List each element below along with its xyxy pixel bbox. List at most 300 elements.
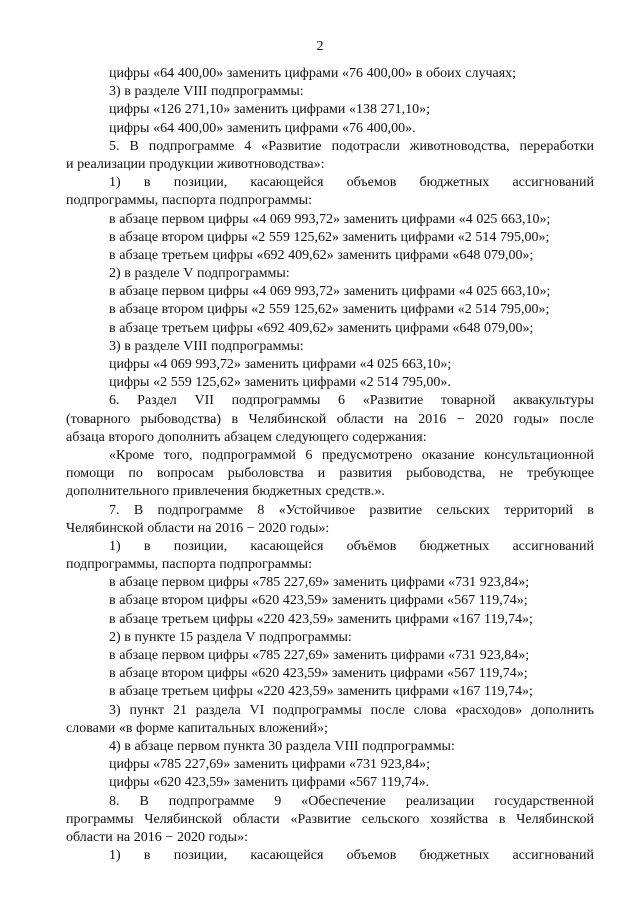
- word: того,: [163, 447, 193, 463]
- word: 993,72»: [294, 211, 340, 227]
- word: продукции: [149, 156, 214, 172]
- word: «138: [349, 102, 378, 118]
- word: касающейся: [250, 538, 324, 554]
- word: 9: [274, 793, 282, 809]
- word: третьем: [161, 320, 209, 336]
- word: подпрограммы: [231, 393, 321, 409]
- word: «785: [252, 648, 281, 663]
- word: словами: [66, 720, 116, 736]
- word: 125,62»: [293, 302, 339, 318]
- word: в: [143, 538, 151, 554]
- word: V: [183, 266, 194, 282]
- word: 271,10»: [184, 102, 231, 118]
- word: в: [109, 229, 116, 245]
- word: первом: [161, 211, 205, 227]
- word: цифры: [212, 247, 253, 263]
- text-line: [66, 702, 594, 720]
- word: 069: [170, 357, 192, 372]
- word: 119,74».: [380, 775, 430, 791]
- word: 119,74»;: [484, 684, 533, 700]
- word: −: [456, 411, 465, 427]
- word: 6.: [109, 393, 120, 409]
- word: 795,00»;: [500, 302, 550, 318]
- word: заменить: [337, 320, 392, 336]
- word: 923,84»;: [479, 575, 530, 591]
- word: Челябинской: [144, 811, 223, 827]
- word: «785: [153, 757, 182, 773]
- word: 227,69»: [283, 648, 330, 663]
- word: в: [231, 411, 239, 427]
- word: 409,62»: [288, 320, 334, 336]
- word: в: [124, 266, 131, 282]
- text-line: [66, 101, 594, 119]
- text-line: [66, 483, 594, 501]
- word: «Развитие: [290, 811, 351, 827]
- word: 400,00»: [177, 120, 224, 136]
- word: цифры: [208, 648, 249, 663]
- text-line: [66, 811, 594, 829]
- word: в: [109, 211, 116, 227]
- word: бюджетных: [419, 175, 490, 191]
- word: в: [124, 338, 131, 354]
- word: переработки: [519, 138, 594, 154]
- word: «731: [349, 757, 378, 773]
- word: «Развитие: [261, 138, 322, 154]
- word: 663,10»;: [501, 284, 551, 300]
- word: случаях;: [465, 66, 517, 81]
- word: В: [139, 793, 149, 809]
- word: «4: [153, 357, 168, 372]
- word: бюджетных: [252, 484, 322, 500]
- word: 227,69»: [283, 575, 330, 591]
- word: абзаце: [134, 738, 174, 754]
- word: пункт: [129, 702, 165, 718]
- word: позиции,: [173, 175, 228, 191]
- word: подпрограммы,: [66, 193, 159, 209]
- word: слова: [413, 702, 447, 718]
- word: абзаце: [119, 611, 159, 627]
- word: 069: [269, 284, 291, 300]
- word: раздела: [285, 738, 331, 754]
- word: 025: [476, 211, 498, 227]
- word: в: [498, 811, 506, 827]
- word: не: [499, 466, 514, 482]
- word: в: [587, 502, 594, 518]
- word: области: [66, 829, 113, 845]
- text-line: [66, 265, 594, 283]
- word: пункте: [134, 629, 176, 645]
- text-line: [66, 192, 594, 210]
- word: V: [245, 629, 256, 645]
- word: цифры: [109, 775, 150, 791]
- word: VII: [194, 393, 214, 409]
- word: обоих: [426, 66, 462, 81]
- word: заменить: [233, 102, 289, 118]
- word: «731: [448, 648, 477, 663]
- word: в: [109, 684, 116, 700]
- word: заменить: [337, 611, 392, 627]
- word: цифры: [212, 320, 253, 336]
- word: вопросам: [156, 466, 214, 482]
- word: абзаце: [119, 593, 159, 609]
- word: цифры: [109, 757, 150, 773]
- word: в: [415, 66, 423, 81]
- word: 559: [170, 375, 192, 391]
- word: «2: [251, 302, 266, 318]
- word: 2016: [418, 411, 447, 427]
- word: 993,72»: [195, 357, 241, 372]
- word: ассигнований: [512, 848, 594, 864]
- text-line: [66, 829, 594, 847]
- word: подпрограмме: [168, 793, 255, 809]
- word: цифрами: [291, 757, 346, 773]
- word: абзаце: [119, 320, 159, 336]
- word: пункта: [223, 738, 265, 754]
- word: в: [109, 284, 116, 300]
- word: территорий: [504, 502, 573, 518]
- word: цифры: [208, 575, 249, 591]
- text-line: [66, 520, 594, 538]
- word: объёмов: [346, 538, 397, 554]
- word: ассигнований: [512, 175, 594, 191]
- word: рыболовства: [227, 466, 304, 482]
- text-line: [66, 447, 594, 465]
- word: третьем: [161, 611, 209, 627]
- word: годы»: [513, 411, 550, 427]
- word: «64: [153, 66, 175, 81]
- word: дополнить: [157, 429, 221, 445]
- word: на: [394, 411, 408, 427]
- word: подпрограммы:: [196, 266, 290, 282]
- word: подпрограммы:: [210, 338, 304, 354]
- text-line: [66, 793, 594, 811]
- word: 663,10»;: [501, 211, 551, 227]
- text-line: [66, 847, 594, 865]
- word: В: [129, 138, 139, 154]
- word: 21: [172, 702, 187, 718]
- word: подпрограмме: [157, 502, 244, 518]
- word: цифры: [212, 684, 253, 700]
- word: паспорта: [161, 557, 216, 573]
- word: абзаце: [119, 575, 159, 591]
- word: абзацем: [224, 429, 272, 445]
- text-line: [66, 301, 594, 319]
- word: в: [143, 175, 151, 191]
- word: подпрограммы:: [219, 193, 312, 209]
- word: третьем: [161, 684, 209, 700]
- word: VIII: [183, 84, 208, 100]
- word: «620: [251, 593, 280, 609]
- word: на: [197, 520, 212, 536]
- word: вложений»;: [258, 720, 328, 736]
- word: капитальных: [177, 720, 256, 736]
- word: абзаце: [119, 684, 159, 700]
- word: рыбоводства): [140, 411, 222, 427]
- word: сельских: [436, 502, 490, 518]
- word: заменить: [244, 375, 299, 391]
- word: цифры: [212, 611, 253, 627]
- text-line: [66, 247, 594, 265]
- word: средств.».: [325, 484, 385, 500]
- text-line: [66, 665, 594, 683]
- word: 125,62»: [293, 229, 339, 245]
- word: подотрасли: [331, 138, 400, 154]
- word: разделе: [134, 266, 180, 282]
- word: цифрами: [291, 775, 346, 791]
- word: «2: [457, 302, 472, 318]
- word: «4: [359, 357, 374, 372]
- word: касающейся: [250, 175, 324, 191]
- word: Челябинской: [66, 520, 144, 536]
- word: «648: [452, 320, 481, 336]
- word: заменить: [332, 648, 388, 663]
- word: цифрами: [390, 648, 445, 663]
- word: в: [109, 593, 116, 609]
- word: VIII: [334, 738, 359, 754]
- word: цифры: [208, 284, 249, 300]
- word: в: [124, 84, 131, 100]
- word: VIII: [183, 338, 208, 354]
- word: «126: [153, 102, 182, 118]
- word: цифрами: [284, 120, 339, 136]
- word: «220: [256, 611, 285, 627]
- word: разделе: [134, 338, 180, 354]
- word: цифрами: [302, 357, 357, 372]
- word: животноводства,: [409, 138, 510, 154]
- word: 3): [109, 84, 121, 100]
- word: 6: [338, 393, 346, 409]
- word: заменить: [233, 775, 289, 791]
- word: предусмотрено: [321, 447, 413, 463]
- word: 2020: [258, 520, 287, 536]
- word: «731: [448, 575, 477, 591]
- word: 2): [109, 629, 121, 645]
- word: 3): [109, 338, 121, 354]
- word: в: [124, 738, 131, 754]
- word: «620: [251, 666, 280, 682]
- word: 271,10»;: [380, 102, 431, 118]
- word: цифрами: [291, 102, 346, 118]
- word: «167: [452, 684, 481, 700]
- word: цифрами: [302, 375, 357, 391]
- word: аквакультуры: [513, 393, 594, 409]
- word: цифрами: [284, 66, 339, 81]
- word: «567: [349, 775, 378, 791]
- word: заменить: [244, 357, 299, 372]
- word: годы»:: [289, 520, 330, 536]
- word: подпрограммы:: [210, 84, 304, 100]
- word: в: [109, 302, 116, 318]
- word: помощи: [66, 466, 115, 482]
- word: в: [109, 247, 116, 263]
- word: 409,62»: [288, 247, 334, 263]
- word: цифрами: [400, 302, 455, 318]
- text-line: [66, 156, 594, 174]
- word: после: [559, 411, 594, 427]
- word: заменить: [233, 757, 289, 773]
- word: «4: [252, 211, 267, 227]
- word: «692: [256, 320, 285, 336]
- text-line: [66, 138, 594, 156]
- word: в: [109, 611, 116, 627]
- word: требующее: [527, 466, 594, 482]
- word: на: [116, 829, 131, 845]
- word: Челябинской: [516, 811, 594, 827]
- word: «76: [342, 66, 364, 81]
- word: 423,59»: [282, 593, 329, 609]
- word: реализации: [77, 156, 146, 172]
- word: «64: [153, 120, 175, 136]
- text-line: [66, 738, 594, 756]
- text-line: [66, 283, 594, 301]
- word: −: [246, 520, 255, 536]
- word: дополнительного: [66, 484, 169, 500]
- text-line: [66, 229, 594, 247]
- word: цифры: [109, 120, 150, 136]
- word: цифры: [207, 666, 248, 682]
- word: подпрограммы,: [66, 557, 159, 573]
- word: цифрами: [401, 211, 456, 227]
- word: животноводства»:: [217, 156, 325, 172]
- word: 15: [179, 629, 194, 645]
- word: объемов: [346, 175, 397, 191]
- word: 514: [475, 229, 497, 245]
- word: 923,84»;: [380, 757, 431, 773]
- text-line: [66, 65, 594, 83]
- word: «4: [458, 211, 473, 227]
- word: первом: [161, 284, 205, 300]
- word: объемов: [346, 848, 397, 864]
- word: 119,74»;: [478, 593, 528, 609]
- word: 2016: [215, 520, 244, 536]
- word: 514: [475, 302, 497, 318]
- word: заменить: [337, 684, 392, 700]
- word: 795,00».: [401, 375, 451, 391]
- word: первом: [161, 648, 205, 663]
- text-line: [66, 374, 594, 392]
- word: цифры: [207, 593, 248, 609]
- word: в: [109, 575, 116, 591]
- word: 1): [109, 175, 121, 191]
- word: касающейся: [250, 848, 324, 864]
- word: Челябинской: [248, 411, 327, 427]
- word: заменить: [331, 666, 387, 682]
- word: цифрами: [395, 684, 449, 700]
- text-line: [66, 320, 594, 338]
- word: −: [165, 829, 174, 845]
- word: 3): [109, 702, 121, 718]
- word: втором: [161, 229, 204, 245]
- word: «в: [118, 720, 133, 736]
- text-line: [66, 647, 594, 665]
- document-body: [66, 65, 594, 865]
- word: абзаце: [119, 211, 159, 227]
- text-line: [66, 465, 594, 483]
- word: в: [124, 629, 131, 645]
- word: 923,84»;: [479, 648, 530, 663]
- word: 1): [109, 538, 121, 554]
- word: «648: [452, 247, 481, 263]
- word: 5.: [109, 138, 120, 154]
- word: «692: [256, 247, 285, 263]
- word: 400,00»: [366, 66, 413, 81]
- word: цифрами: [389, 593, 444, 609]
- word: раздела: [195, 702, 241, 718]
- word: «2: [457, 229, 472, 245]
- word: 025: [476, 284, 498, 300]
- word: цифры: [109, 375, 150, 391]
- word: 559: [268, 229, 290, 245]
- word: цифры: [109, 357, 150, 372]
- word: заменить: [332, 575, 388, 591]
- word: по: [128, 466, 143, 482]
- word: абзаце: [119, 247, 159, 263]
- word: цифры: [207, 302, 248, 318]
- word: «2: [251, 229, 266, 245]
- text-line: [66, 538, 594, 556]
- word: области: [232, 811, 280, 827]
- word: рыбоводства,: [406, 466, 486, 482]
- word: «Развитие: [362, 393, 424, 409]
- text-line: [66, 611, 594, 629]
- word: программы: [66, 811, 134, 827]
- word: 119,74»;: [478, 666, 528, 682]
- word: «расходов»: [455, 702, 523, 718]
- word: абзаце: [119, 302, 159, 318]
- word: области: [147, 520, 195, 536]
- word: разделе: [134, 84, 180, 100]
- word: в: [109, 648, 116, 663]
- word: 069: [269, 211, 291, 227]
- word: «4: [252, 284, 267, 300]
- word: третьем: [161, 247, 209, 263]
- word: развития: [339, 466, 393, 482]
- word: заменить: [331, 593, 387, 609]
- word: реализации: [405, 793, 475, 809]
- word: подпрограмме: [148, 138, 235, 154]
- word: подпрограммой: [201, 447, 296, 463]
- word: 7.: [109, 502, 120, 518]
- word: 125,62»: [195, 375, 241, 391]
- word: втором: [161, 302, 204, 318]
- word: 423,59»: [282, 666, 329, 682]
- text-line: [66, 683, 594, 701]
- word: подпрограммы:: [259, 629, 352, 645]
- page-number: 2: [316, 39, 324, 54]
- word: подпрограммы: [273, 702, 362, 718]
- word: в: [143, 848, 151, 864]
- word: области: [336, 411, 384, 427]
- text-line: [66, 120, 594, 138]
- text-line: [66, 720, 594, 738]
- word: 993,72»: [294, 284, 340, 300]
- word: цифрами: [390, 575, 445, 591]
- text-line: [66, 756, 594, 774]
- word: оказание: [421, 447, 475, 463]
- word: 8.: [109, 793, 120, 809]
- word: следующего: [275, 429, 349, 445]
- word: после: [370, 702, 405, 718]
- word: в: [109, 320, 116, 336]
- word: 6: [305, 447, 313, 463]
- text-line: [66, 174, 594, 192]
- text-line: [66, 392, 594, 410]
- word: товарной: [440, 393, 496, 409]
- word: заменить: [226, 120, 282, 136]
- word: В: [133, 502, 144, 518]
- word: абзаце: [119, 229, 159, 245]
- word: 2): [109, 266, 121, 282]
